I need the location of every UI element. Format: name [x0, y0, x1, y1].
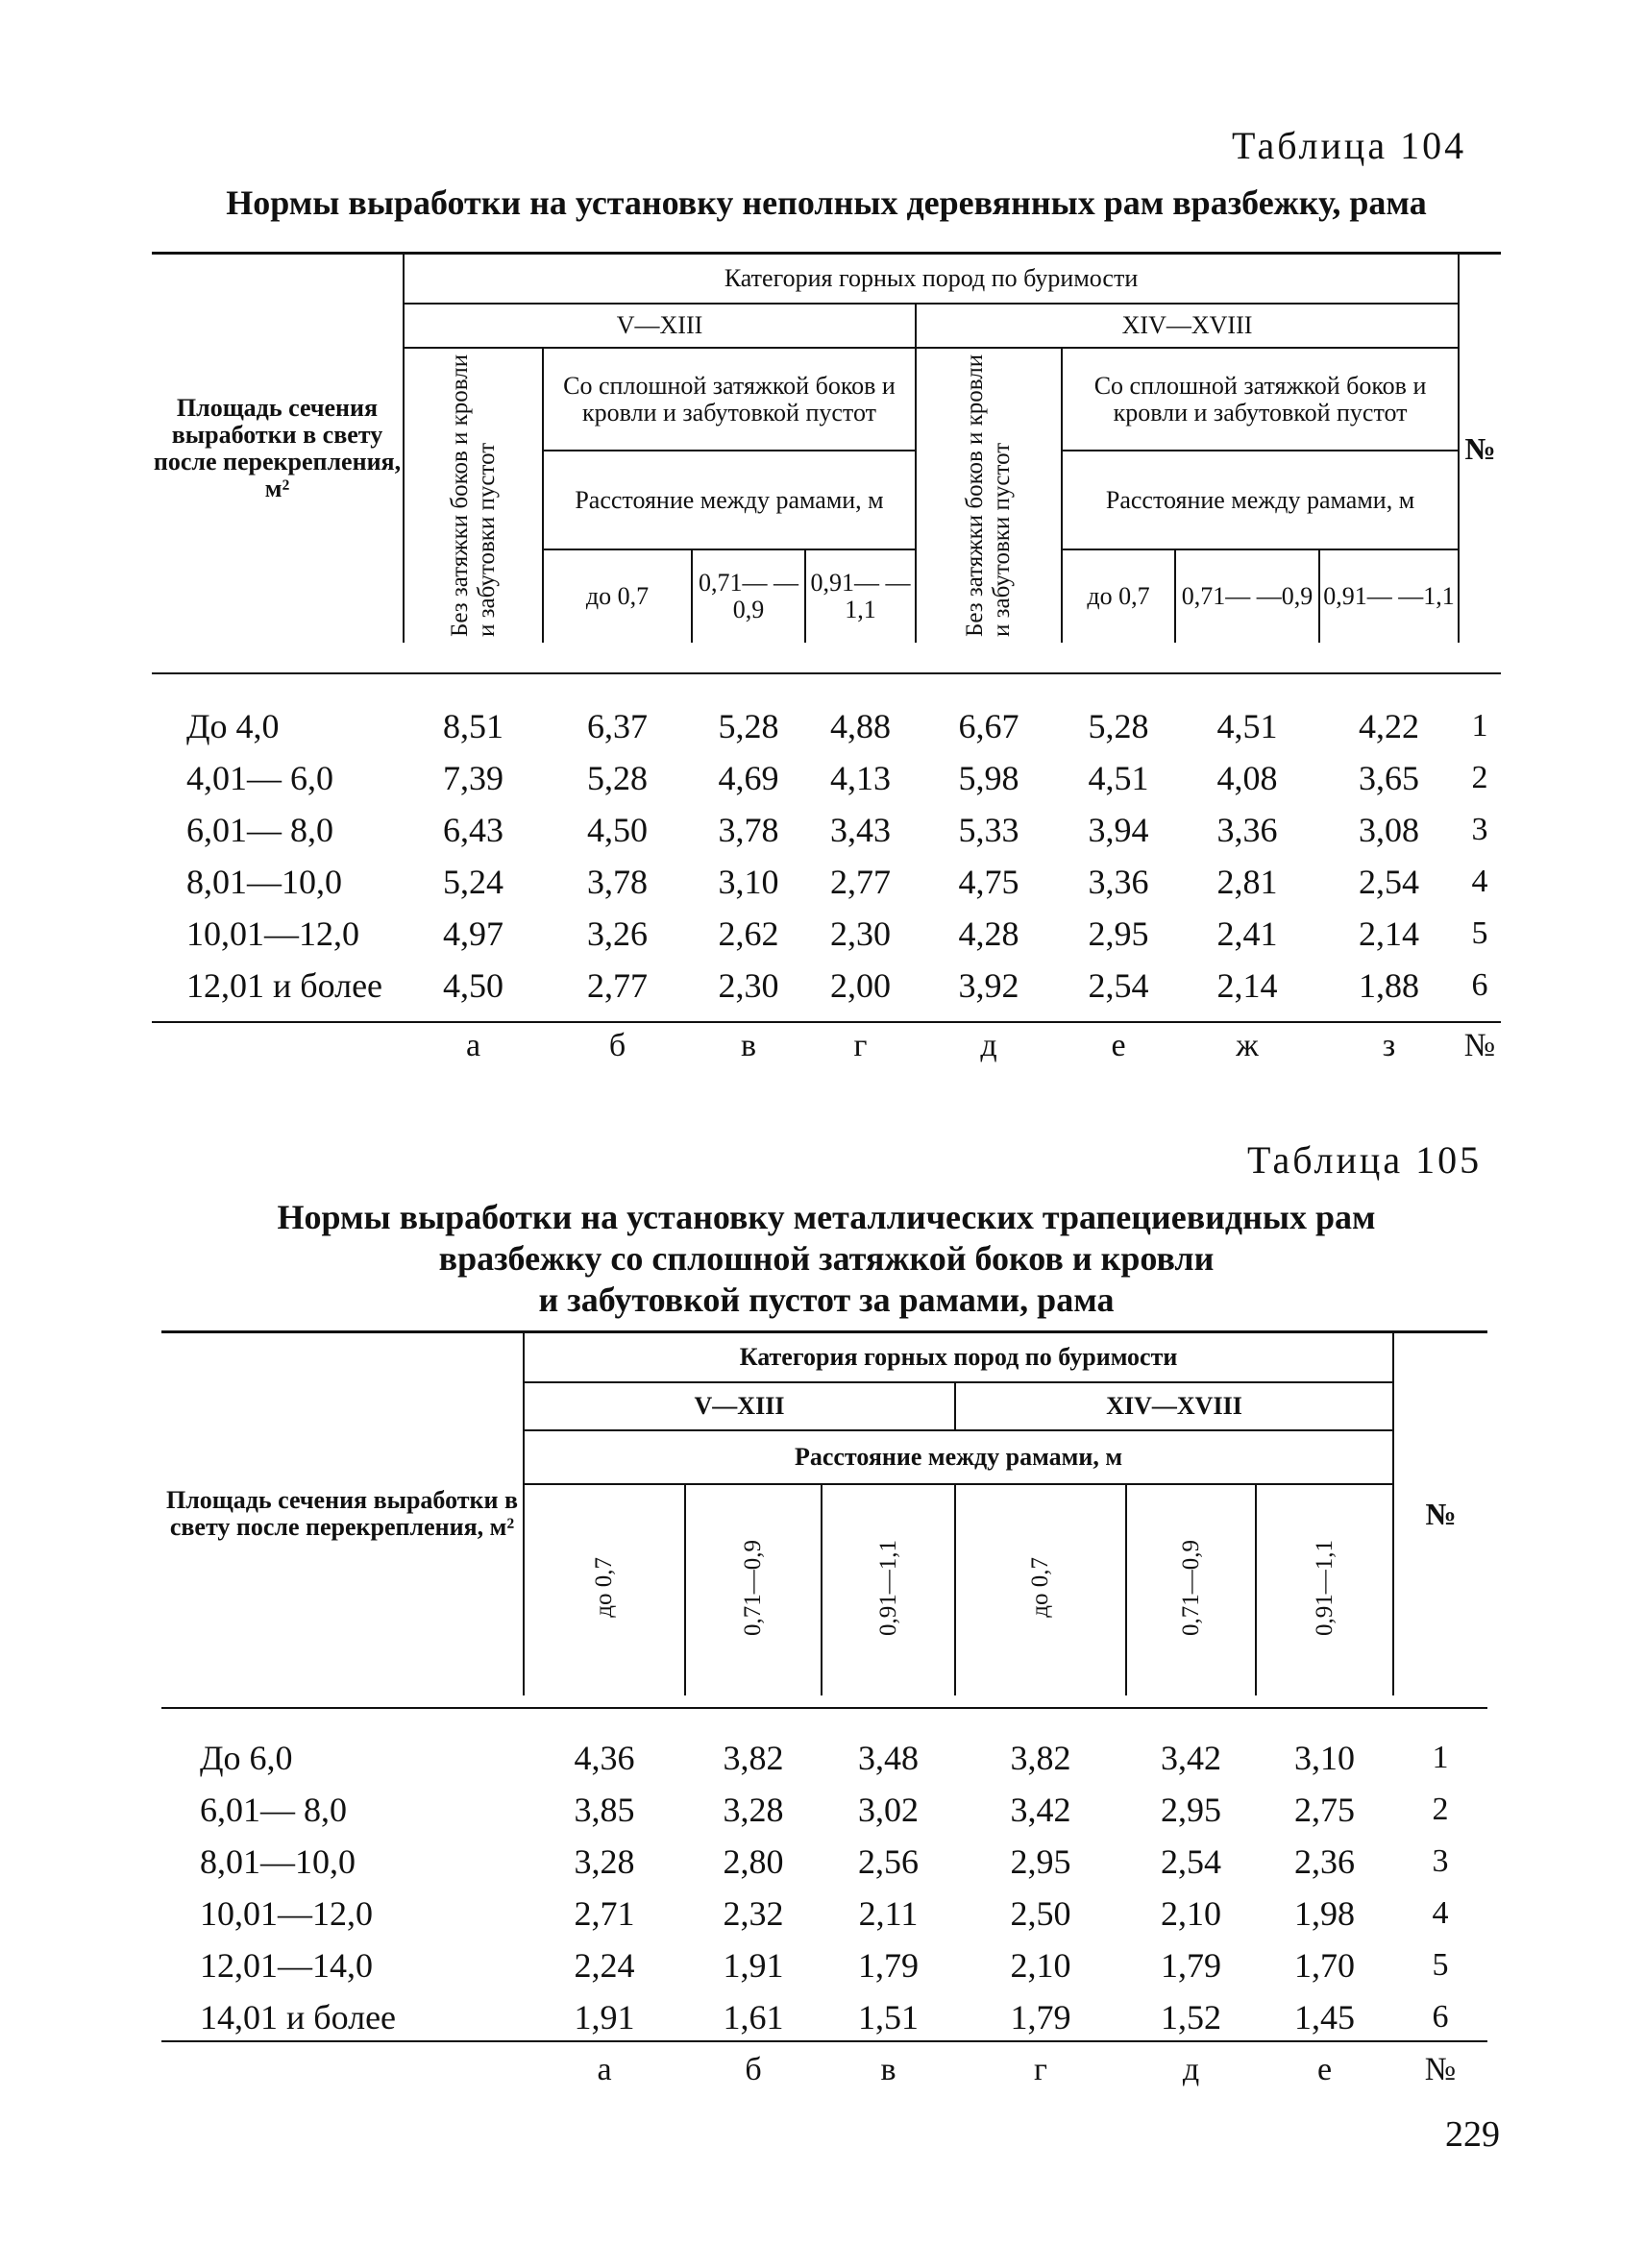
- column-letter: б: [745, 2052, 762, 2087]
- cell-value: 4,75: [958, 863, 1019, 901]
- cell-value: 2,11: [858, 1894, 919, 1933]
- num-header-105: №: [1393, 1332, 1487, 1695]
- cell-value: 4,36: [574, 1739, 635, 1777]
- d1-header-2: до 0,7: [1062, 549, 1175, 643]
- column-letter: з: [1382, 1028, 1396, 1063]
- table-row: [161, 1888, 1487, 1939]
- row-number: 4: [1432, 1895, 1449, 1931]
- row-area: 6,01— 8,0: [200, 1791, 347, 1829]
- cell-value: 3,36: [1088, 863, 1149, 901]
- row-area: 14,01 и более: [200, 1998, 397, 2036]
- category-header: Категория горных пород по буримости: [404, 254, 1459, 304]
- row-area: 10,01—12,0: [186, 915, 359, 953]
- distance-header-105: Расстояние между рамами, м: [524, 1430, 1393, 1484]
- cell-value: 2,54: [1161, 1842, 1221, 1881]
- row-number: 2: [1432, 1792, 1449, 1827]
- row-area: До 6,0: [200, 1739, 293, 1777]
- row-number: 1: [1432, 1740, 1449, 1775]
- row-number: 3: [1432, 1843, 1449, 1879]
- full-lagging-header-2: Со сплошной затяжкой боков и кровли и забутовкой пустот: [1062, 348, 1459, 451]
- table-row: [152, 804, 1501, 856]
- table-105-letters: [161, 2044, 1487, 2096]
- table-104-header: [152, 254, 1501, 643]
- cell-value: 3,28: [723, 1791, 784, 1829]
- no-lagging-header: Без затяжки боков и кровли и забутовки пустот: [446, 354, 500, 637]
- d1-header: до 0,7: [543, 549, 692, 643]
- cell-value: 3,02: [858, 1791, 919, 1829]
- letters-num-label: №: [1424, 2052, 1457, 2087]
- table-row: [161, 1991, 1487, 2043]
- cell-value: 1,98: [1294, 1894, 1355, 1933]
- cell-value: 1,51: [858, 1998, 919, 2036]
- cell-value: 4,28: [958, 915, 1019, 953]
- cell-value: 3,48: [858, 1739, 919, 1777]
- table-row: [152, 752, 1501, 804]
- table-row: [152, 856, 1501, 908]
- area-header-105: Площадь сечения выработки в свету после перекрепления, м²: [161, 1332, 524, 1695]
- cell-value: 2,95: [1161, 1791, 1221, 1829]
- cell-value: 4,22: [1359, 707, 1419, 745]
- group1-header: V—XIII: [404, 304, 916, 348]
- column-letter: в: [740, 1028, 757, 1063]
- cell-value: 3,94: [1088, 811, 1149, 849]
- cell-value: 2,71: [574, 1894, 635, 1933]
- column-letter: а: [465, 1028, 481, 1063]
- cell-value: 4,51: [1216, 707, 1278, 745]
- cell-value: 2,36: [1294, 1842, 1355, 1881]
- cell-value: 5,28: [718, 707, 779, 745]
- cell-value: 1,79: [1161, 1946, 1221, 1985]
- table-104-letters: [152, 1020, 1501, 1072]
- column-letter: ж: [1236, 1028, 1259, 1063]
- column-letter: д: [980, 1028, 997, 1063]
- table-105-header: [161, 1332, 1487, 1695]
- cell-value: 3,36: [1216, 811, 1278, 849]
- table-105-title-line-1: Нормы выработки на установку металлических трапециевидных рам: [277, 1198, 1376, 1236]
- row-number: 5: [1471, 915, 1488, 951]
- cell-value: 6,67: [958, 707, 1019, 745]
- table-105-title-line-2: вразбежку со сплошной затяжкой боков и кровли: [438, 1239, 1215, 1278]
- d3-header-105-2: 0,91—1,1: [1311, 1539, 1338, 1636]
- cell-value: 4,51: [1088, 759, 1149, 797]
- table-row: [161, 1836, 1487, 1888]
- row-area: 8,01—10,0: [186, 863, 342, 901]
- cell-value: 2,41: [1216, 915, 1278, 953]
- d2-header-105: 0,71—0,9: [740, 1539, 766, 1636]
- d3-header: 0,91— —1,1: [805, 549, 916, 643]
- cell-value: 5,28: [587, 759, 648, 797]
- d2-header-2: 0,71— —0,9: [1175, 549, 1319, 643]
- cell-value: 4,08: [1216, 759, 1278, 797]
- cell-value: 3,92: [958, 966, 1019, 1005]
- cell-value: 5,24: [443, 863, 503, 901]
- table-row: [152, 700, 1501, 752]
- cell-value: 2,50: [1010, 1894, 1071, 1933]
- column-letter: г: [1034, 2052, 1047, 2087]
- cell-value: 8,51: [443, 707, 503, 745]
- table-105-label: Таблица 105: [1247, 1138, 1483, 1182]
- cell-value: 7,39: [443, 759, 503, 797]
- cell-value: 3,28: [574, 1842, 635, 1881]
- row-area: До 4,0: [186, 707, 280, 745]
- row-area: 12,01—14,0: [200, 1946, 373, 1985]
- column-letter: а: [597, 2052, 612, 2087]
- cell-value: 2,95: [1088, 915, 1149, 953]
- cell-value: 3,78: [718, 811, 779, 849]
- cell-value: 3,10: [718, 863, 779, 901]
- table-104-label: Таблица 104: [1232, 124, 1467, 167]
- cell-value: 3,65: [1359, 759, 1419, 797]
- cell-value: 1,70: [1294, 1946, 1355, 1985]
- column-letter: д: [1182, 2052, 1200, 2087]
- cell-value: 2,56: [858, 1842, 919, 1881]
- d2-header-105-2: 0,71—0,9: [1177, 1539, 1204, 1636]
- row-area: 12,01 и более: [186, 966, 383, 1005]
- table-105-title: [154, 1197, 1499, 1321]
- cell-value: 1,79: [858, 1946, 919, 1985]
- cell-value: 4,50: [443, 966, 503, 1005]
- area-header: Площадь сечения выработки в свету после перекрепления, м²: [152, 254, 404, 643]
- num-header: №: [1459, 254, 1501, 643]
- no-lagging-header-2: Без затяжки боков и кровли и забутовки пустот: [962, 354, 1015, 637]
- cell-value: 5,33: [958, 811, 1019, 849]
- d2-header: 0,71— —0,9: [692, 549, 805, 643]
- d3-header-2: 0,91— —1,1: [1323, 582, 1455, 611]
- cell-value: 2,30: [830, 915, 891, 953]
- cell-value: 3,43: [830, 811, 891, 849]
- column-letter: г: [853, 1028, 868, 1063]
- cell-value: 2,75: [1294, 1791, 1355, 1829]
- cell-value: 6,37: [587, 707, 648, 745]
- table-row: [161, 1784, 1487, 1836]
- cell-value: 2,81: [1216, 863, 1278, 901]
- cell-value: 3,26: [587, 915, 648, 953]
- table-row: [152, 908, 1501, 960]
- cell-value: 2,95: [1010, 1842, 1071, 1881]
- cell-value: 2,80: [723, 1842, 784, 1881]
- cell-value: 2,62: [718, 915, 779, 953]
- cell-value: 1,79: [1010, 1998, 1071, 2036]
- cell-value: 1,91: [574, 1998, 635, 2036]
- cell-value: 2,14: [1216, 966, 1278, 1005]
- column-letter: е: [1316, 2052, 1333, 2087]
- row-number: 5: [1432, 1947, 1449, 1983]
- row-area: 6,01— 8,0: [186, 811, 333, 849]
- column-letter: е: [1111, 1028, 1126, 1063]
- cell-value: 3,42: [1010, 1791, 1071, 1829]
- cell-value: 1,88: [1359, 966, 1419, 1005]
- cell-value: 2,54: [1359, 863, 1419, 901]
- cell-value: 2,77: [587, 966, 648, 1005]
- row-area: 4,01— 6,0: [186, 759, 333, 797]
- table-row: [161, 1732, 1487, 1784]
- cell-value: 3,08: [1359, 811, 1419, 849]
- cell-value: 3,78: [587, 863, 648, 901]
- cell-value: 4,13: [830, 759, 891, 797]
- distance-header: Расстояние между рамами, м: [543, 451, 916, 549]
- cell-value: 3,10: [1294, 1739, 1355, 1777]
- cell-value: 3,85: [574, 1791, 635, 1829]
- cell-value: 5,28: [1088, 707, 1149, 745]
- row-number: 3: [1471, 812, 1488, 847]
- cell-value: 1,52: [1161, 1998, 1221, 2036]
- cell-value: 1,91: [723, 1946, 784, 1985]
- row-area: 10,01—12,0: [200, 1894, 373, 1933]
- letters-num-label: №: [1463, 1028, 1496, 1063]
- cell-value: 2,24: [574, 1946, 635, 1985]
- cell-value: 2,54: [1088, 966, 1149, 1005]
- cell-value: 4,69: [718, 759, 779, 797]
- d1-header-105-2: до 0,7: [1027, 1557, 1053, 1618]
- table-105-body: [161, 1732, 1487, 2043]
- row-number: 1: [1471, 708, 1488, 744]
- cell-value: 4,97: [443, 915, 503, 953]
- row-area: 8,01—10,0: [200, 1842, 356, 1881]
- distance-header-2: Расстояние между рамами, м: [1062, 451, 1459, 549]
- group2-header-105: XIV—XVIII: [955, 1382, 1393, 1430]
- cell-value: 2,10: [1010, 1946, 1071, 1985]
- d3-header-105: 0,91—1,1: [874, 1539, 901, 1636]
- d1-header-105: до 0,7: [591, 1557, 617, 1618]
- cell-value: 2,00: [830, 966, 891, 1005]
- row-number: 2: [1471, 760, 1488, 795]
- cell-value: 2,30: [718, 966, 779, 1005]
- group1-header-105: V—XIII: [524, 1382, 955, 1430]
- table-105-title-line-3: и забутовкой пустот за рамами, рама: [538, 1280, 1115, 1319]
- cell-value: 2,14: [1359, 915, 1419, 953]
- cell-value: 2,10: [1161, 1894, 1221, 1933]
- table-row: [152, 960, 1501, 1012]
- column-letter: в: [880, 2052, 896, 2087]
- cell-value: 3,82: [723, 1739, 784, 1777]
- cell-value: 1,45: [1294, 1998, 1355, 2036]
- group2-header: XIV—XVIII: [916, 304, 1459, 348]
- column-letter: б: [608, 1028, 626, 1063]
- cell-value: 4,50: [587, 811, 648, 849]
- cell-value: 6,43: [443, 811, 503, 849]
- cell-value: 1,61: [723, 1998, 784, 2036]
- cell-value: 3,82: [1010, 1739, 1071, 1777]
- table-104-title: Нормы выработки на установку неполных деревянных рам вразбежку, рама: [226, 183, 1427, 222]
- cell-value: 3,42: [1161, 1739, 1221, 1777]
- row-number: 6: [1432, 1999, 1449, 2035]
- row-number: 4: [1471, 864, 1488, 899]
- cell-value: 4,88: [830, 707, 891, 745]
- row-number: 6: [1471, 967, 1488, 1003]
- table-104-body: [152, 700, 1501, 1012]
- cell-value: 2,32: [723, 1894, 784, 1933]
- category-header-105: Категория горных пород по буримости: [524, 1332, 1393, 1382]
- cell-value: 2,77: [830, 863, 891, 901]
- full-lagging-header: Со сплошной затяжкой боков и кровли и забутовкой пустот: [543, 348, 916, 451]
- cell-value: 5,98: [958, 759, 1019, 797]
- page-number: 229: [1445, 2114, 1500, 2155]
- table-row: [161, 1939, 1487, 1991]
